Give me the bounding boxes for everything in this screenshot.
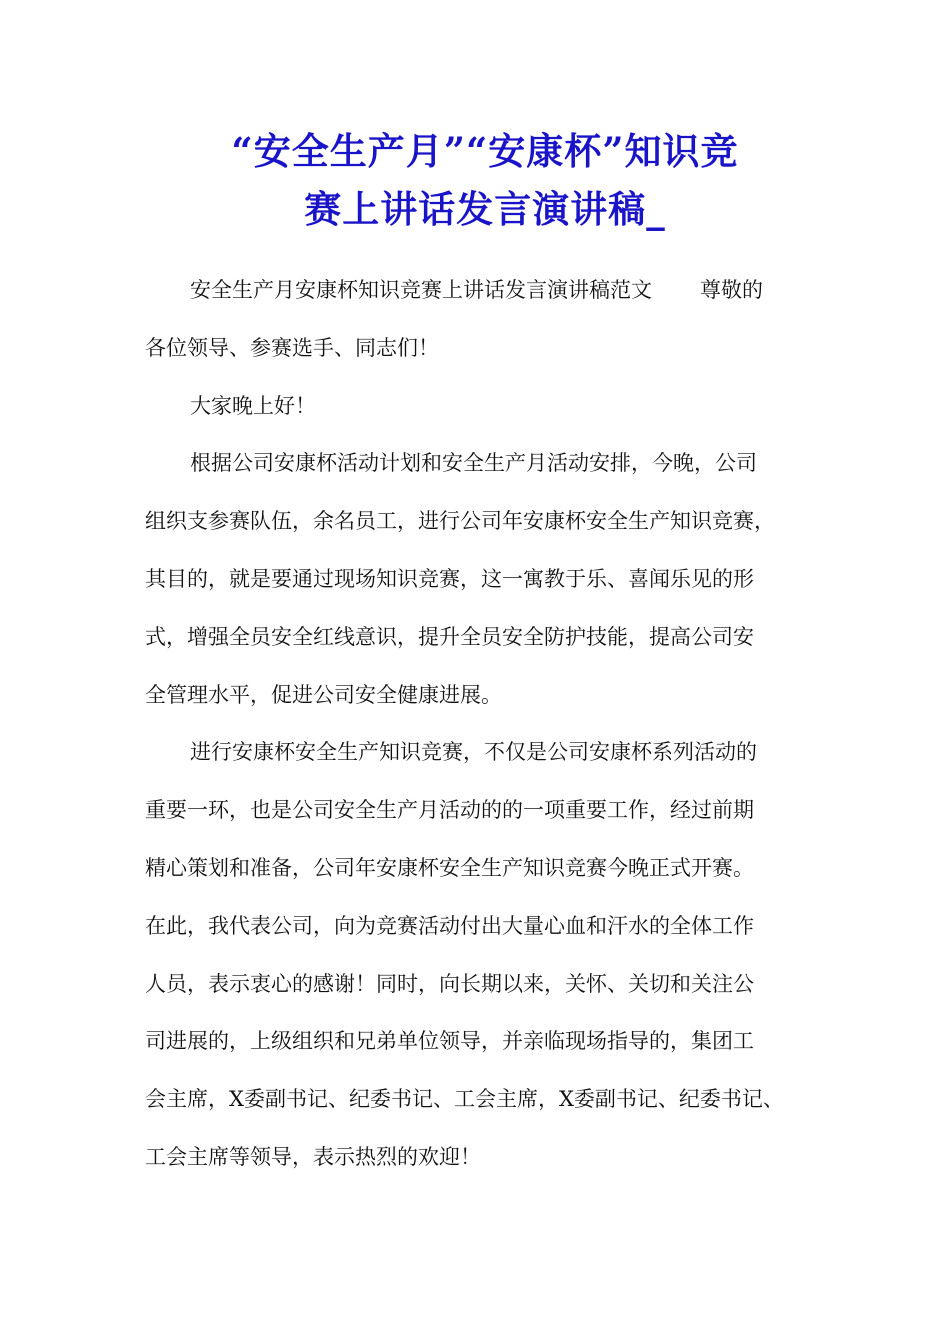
body-line-6: 其目的，就是要通过现场知识竞赛，这一寓教于乐、喜闻乐见的形 (145, 566, 754, 591)
body-line-9: 进行安康杯安全生产知识竞赛，不仅是公司安康杯系列活动的 (190, 740, 757, 765)
body-line-4: 根据公司安康杯活动计划和安全生产月活动安排，今晚，公司 (190, 451, 757, 476)
body-line-2: 各位领导、参赛选手、同志们！ (145, 335, 439, 360)
title-line-1: “安全生产月”“安康杯”知识竞 (231, 129, 739, 173)
body-line-15: 会主席，X委副书记、纪委书记、工会主席，X委副书记、纪委书记、 (145, 1087, 784, 1112)
body-line-8: 全管理水平，促进公司安全健康进展。 (145, 682, 502, 707)
body-line-5: 组织支参赛队伍，余名员工，进行公司年安康杯安全生产知识竞赛， (145, 509, 775, 534)
body-line-14: 司进展的，上级组织和兄弟单位领导，并亲临现场指导的，集团工 (145, 1029, 754, 1054)
body-line-7: 式，增强全员安全红线意识，提升全员安全防护技能，提高公司安 (145, 624, 754, 649)
title-line-2: 赛上讲话发言演讲稿_ (304, 187, 666, 231)
body-line-12: 在此，我代表公司，向为竞赛活动付出大量心血和汗水的全体工作 (145, 913, 754, 938)
body-line-3: 大家晚上好！ (190, 393, 316, 418)
greeting-salutation-start: 尊敬的 (700, 278, 763, 302)
body-line-13: 人员，表示衷心的感谢！同时，向长期以来，关怀、关切和关注公 (145, 971, 754, 996)
body-line-1 (145, 262, 825, 320)
greeting-intro: 安全生产月安康杯知识竞赛上讲话发言演讲稿范文 (190, 278, 652, 302)
body-line-11: 精心策划和准备，公司年安康杯安全生产知识竞赛今晚正式开赛。 (145, 855, 754, 880)
document-body (145, 262, 825, 1187)
document-title (120, 122, 850, 238)
body-line-10: 重要一环，也是公司安全生产月活动的的一项重要工作，经过前期 (145, 798, 754, 823)
body-line-16: 工会主席等领导，表示热烈的欢迎！ (145, 1144, 481, 1169)
